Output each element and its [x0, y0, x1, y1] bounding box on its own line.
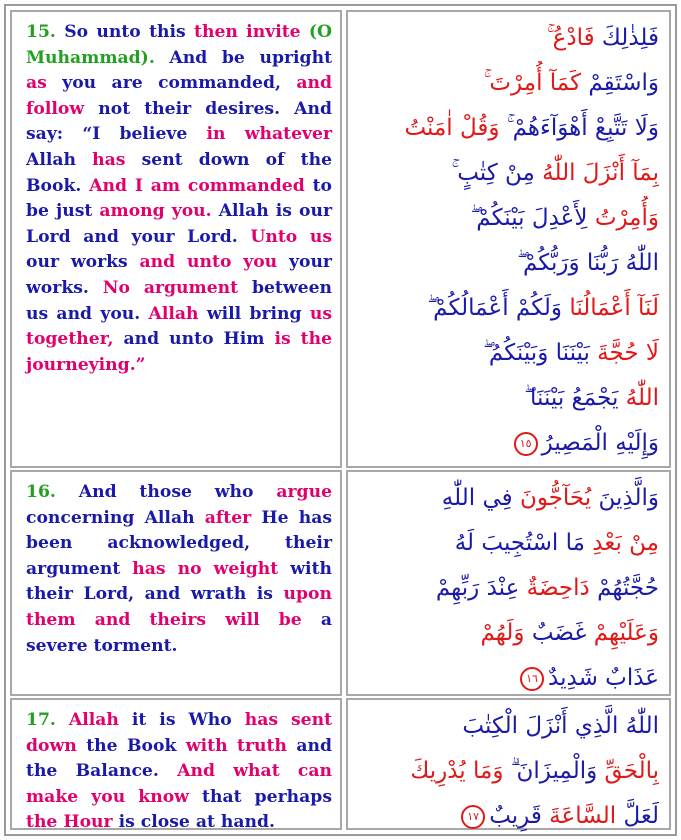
- arabic-segment: يُحَآجُّونَ: [519, 485, 599, 511]
- translation-segment: that perhaps: [188, 786, 333, 807]
- arabic-segment: بَيْنَنَا وَبَيْنَكُمُ ۖ: [483, 340, 598, 366]
- translation-segment: No argument: [102, 277, 239, 298]
- arabic-line: [348, 476, 659, 521]
- translation-segment: Allah: [26, 149, 93, 170]
- arabic-line: [348, 61, 659, 106]
- arabic-segment: مَا اسْتُجِيبَ لَهُ: [454, 530, 593, 556]
- arabic-segment: فَادْعُ ۚ: [546, 25, 602, 51]
- translation-segment: And those who: [55, 482, 277, 502]
- arabic-line: [348, 794, 659, 839]
- translation-segment: as: [26, 73, 47, 94]
- arabic-segment: وَعَلَيْهِمْ: [593, 620, 659, 646]
- english-translation-cell: [10, 10, 342, 468]
- translation-segment: Allah is our Lord and your Lord.: [26, 201, 333, 247]
- arabic-segment: وَلَا تَتَّبِعْ أَهْوَآءَهُمْ ۚ: [506, 115, 659, 141]
- verse-number: 17.: [26, 710, 56, 730]
- translation-segment: and unto you: [139, 252, 278, 273]
- arabic-line: [348, 241, 659, 286]
- arabic-segment: اللّٰهُ الَّذِي أَنْزَلَ الْكِتٰبَ: [462, 713, 659, 739]
- translation-segment: the Hour: [26, 812, 113, 833]
- translation-segment: Allah: [55, 710, 119, 730]
- translation-segment: will bring: [198, 303, 310, 324]
- arabic-segment: قَرِيبٌ: [489, 803, 550, 829]
- translation-segment: Allah: [148, 303, 199, 324]
- arabic-line: [348, 196, 659, 241]
- translation-segment: between us and you.: [26, 277, 333, 324]
- translation-segment: And be upright: [154, 47, 333, 68]
- arabic-segment: لِأَعْدِلَ بَيْنَكُمْ ۖ: [470, 205, 595, 231]
- translation-segment: and follow: [26, 73, 333, 119]
- arabic-line: [348, 749, 659, 794]
- translation-segment: in whatever: [206, 124, 333, 145]
- translation-segment: argue: [276, 482, 333, 502]
- arabic-line: [348, 16, 659, 61]
- arabic-segment: لَعَلَّ: [623, 803, 659, 829]
- translation-segment: And I am commanded: [89, 175, 305, 196]
- translation-segment: has sent down: [26, 710, 333, 756]
- arabic-segment: لَا حُجَّةَ: [597, 340, 659, 366]
- arabic-segment: وَقُلْ اٰمَنْتُ: [404, 115, 507, 141]
- arabic-line: [348, 421, 659, 466]
- translation-segment: and the Balance.: [26, 735, 333, 782]
- translation-segment: is close at hand.: [112, 812, 276, 833]
- arabic-line: [348, 331, 659, 376]
- translation-text: [26, 708, 332, 836]
- arabic-segment: عَذَابٌ شَدِيدٌ: [548, 665, 659, 691]
- arabic-text-cell: [346, 698, 671, 830]
- verse-number: 15.: [26, 22, 56, 42]
- arabic-segment: اللّٰهُ رَبُّنَا وَرَبُّكُمْ ۖ: [517, 250, 659, 276]
- translation-segment: and unto Him: [113, 329, 275, 350]
- arabic-segment: لَنَآ أَعْمَالُنَا: [569, 295, 659, 321]
- arabic-line: [348, 521, 659, 566]
- arabic-segment: فِي اللّٰهِ: [441, 485, 520, 511]
- arabic-segment: كَمَآ أُمِرْتَ ۚ: [483, 70, 589, 96]
- arabic-segment: حُجَّتُهُمْ: [597, 575, 659, 601]
- translation-segment: has no weight: [132, 558, 279, 579]
- arabic-segment: وَالْمِيزَانَ ۗ: [510, 758, 605, 784]
- translation-segment: not their desires. And say: “I believe: [26, 98, 333, 145]
- translation-segment: is the journeying.”: [26, 329, 333, 375]
- arabic-segment: وَالَّذِينَ: [598, 485, 659, 511]
- arabic-line: [348, 376, 659, 421]
- arabic-segment: بِالْحَقِّ: [604, 758, 659, 784]
- arabic-line: [348, 106, 659, 151]
- arabic-segment: دَاحِضَةٌ: [526, 575, 598, 601]
- arabic-text-cell: [346, 10, 671, 468]
- translation-segment: then invite: [194, 22, 301, 42]
- arabic-text-cell: [346, 470, 671, 696]
- arabic-segment: بِمَآ أَنْزَلَ اللّٰهُ: [542, 160, 659, 186]
- translation-segment: upon them and theirs will be: [26, 584, 333, 630]
- arabic-segment: عِنْدَ رَبِّهِمْ: [435, 575, 527, 601]
- ayah-number-mark: ١٦: [520, 667, 544, 691]
- verse-number: 16.: [26, 482, 56, 502]
- translation-segment: He has been acknowledged, their argument: [26, 507, 333, 579]
- arabic-segment: غَضَبٌ: [531, 620, 594, 646]
- english-translation-cell: [10, 698, 342, 833]
- translation-segment: the Book: [76, 735, 186, 756]
- ayah-number-mark: ١٧: [461, 805, 485, 829]
- translation-segment: concerning Allah: [26, 507, 205, 528]
- translation-segment: (O Muhammad).: [26, 22, 333, 68]
- arabic-line: [348, 611, 659, 656]
- translation-segment: Unto us: [250, 226, 333, 247]
- translation-segment: us together,: [26, 303, 333, 350]
- arabic-segment: السَّاعَةَ: [549, 803, 624, 829]
- translation-segment: among you.: [99, 201, 212, 222]
- verse-table: [4, 4, 677, 836]
- translation-segment: has: [92, 149, 126, 170]
- arabic-segment: وَلَكُمْ أَعْمَالُكُمْ ۖ: [427, 295, 570, 321]
- arabic-segment: وَإِلَيْهِ الْمَصِيرُ: [541, 430, 659, 456]
- translation-segment: with truth: [185, 735, 287, 756]
- arabic-line: [348, 656, 659, 701]
- arabic-segment: يَجْمَعُ بَيْنَنَا ۖ: [524, 385, 626, 411]
- arabic-line: [348, 704, 659, 749]
- ayah-number-mark: ١٥: [514, 432, 538, 456]
- arabic-segment: وَاسْتَقِمْ: [588, 70, 659, 96]
- translation-segment: after: [204, 507, 252, 528]
- verse-row: [10, 698, 671, 833]
- arabic-line: [348, 566, 659, 611]
- translation-segment: And what can make you know: [26, 761, 333, 807]
- translation-segment: to be just: [26, 175, 332, 222]
- verse-row: [10, 470, 671, 696]
- translation-segment: a severe torment.: [26, 609, 333, 656]
- translation-segment: with their Lord, and wrath is: [26, 558, 333, 605]
- translation-text: [26, 480, 332, 659]
- translation-segment: you are commanded,: [46, 73, 297, 94]
- arabic-segment: اللّٰهُ: [625, 385, 659, 411]
- english-translation-cell: [10, 470, 342, 696]
- translation-segment: sent down of the Book.: [26, 149, 333, 196]
- arabic-segment: مِنْ بَعْدِ: [592, 530, 659, 556]
- translation-text: [26, 20, 332, 378]
- arabic-line: [348, 286, 659, 331]
- translation-segment: So unto this: [55, 22, 195, 42]
- verse-row: [10, 10, 671, 468]
- arabic-segment: وَمَا يُدْرِيكَ: [410, 758, 511, 784]
- arabic-segment: فَلِذٰلِكَ: [601, 25, 659, 51]
- translation-segment: your works.: [26, 252, 332, 298]
- arabic-segment: وَأُمِرْتُ: [594, 205, 659, 231]
- arabic-segment: وَلَهُمْ: [480, 620, 532, 646]
- translation-segment: our works: [26, 252, 140, 273]
- translation-segment: it is Who: [118, 710, 245, 730]
- arabic-line: [348, 151, 659, 196]
- arabic-segment: مِنْ كِتٰبٍ ۚ: [451, 160, 543, 186]
